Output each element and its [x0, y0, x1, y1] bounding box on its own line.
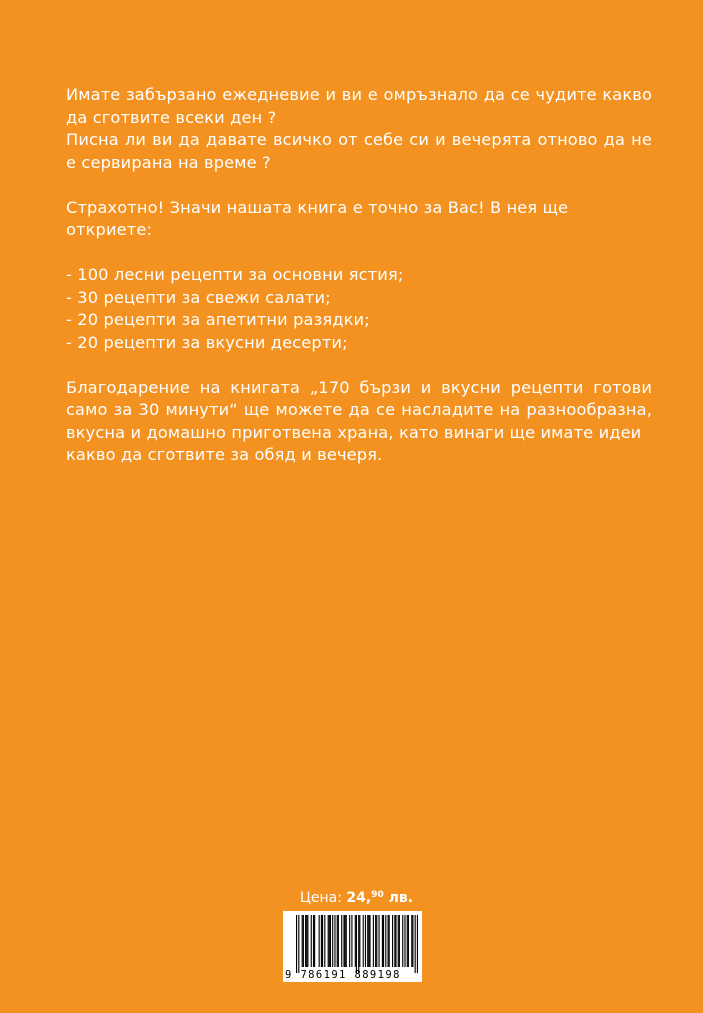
barcode-bar [332, 915, 333, 967]
barcode-bar [351, 915, 352, 967]
barcode-bar [388, 915, 389, 967]
barcode-bar [415, 915, 416, 973]
barcode-bar [334, 915, 335, 967]
price-caption: Цена: [300, 890, 342, 906]
barcode-bar [375, 915, 376, 967]
barcode-bar [385, 915, 386, 967]
barcode-bar [329, 915, 330, 967]
barcode-bar [395, 915, 396, 967]
price-label [300, 890, 413, 906]
price-currency: лв. [388, 890, 414, 906]
barcode-bar [394, 915, 395, 967]
list-item: - 30 рецепти за свежи салати; [66, 287, 331, 307]
description-text [66, 84, 652, 467]
barcode-bar [345, 915, 346, 967]
barcode-bar [367, 915, 368, 967]
barcode-bar [365, 915, 366, 967]
barcode-bar [319, 915, 320, 967]
barcode-bar [404, 915, 405, 967]
intro-question-2: Писна ли ви да давате всичко от себе си и вечерята отново да не е сервирана на време ? [66, 130, 652, 172]
barcode-bar [338, 915, 339, 967]
price-amount: 24,90 лв. [346, 890, 414, 906]
list-item: - 100 лесни рецепти за основни ястия; [66, 265, 404, 284]
barcode-bar [296, 915, 297, 973]
barcode-bar [378, 915, 379, 967]
barcode-bar [408, 915, 409, 967]
barcode-bar [363, 915, 364, 967]
barcode-bar [311, 915, 312, 967]
barcode-bar [399, 915, 400, 967]
barcode-bar [356, 915, 357, 973]
barcode-bar [305, 915, 306, 967]
closing-text-end: какво да сготвите за обяд и вечеря. [66, 445, 383, 464]
barcode-number: 9 786191 889198 [285, 969, 401, 981]
barcode-bar [407, 915, 408, 967]
barcode-bar [302, 915, 303, 967]
barcode-bar [412, 915, 413, 967]
barcode-bar [306, 915, 307, 967]
barcode-bar [324, 915, 325, 967]
barcode-bar [392, 915, 393, 967]
barcode-bar [330, 915, 331, 967]
barcode-bar [298, 915, 299, 973]
hook-text: Страхотно! Значи нашата книга е точно за Вас! В нея ще откриете: [66, 197, 569, 239]
barcode-bar [341, 915, 342, 967]
barcode-bar [346, 915, 347, 967]
barcode-bar [307, 915, 308, 967]
barcode-bar [313, 915, 314, 967]
barcode-bar [389, 915, 390, 967]
barcode-bar [349, 915, 350, 967]
barcode-bar [376, 915, 377, 967]
barcode-bar [373, 915, 374, 967]
barcode-bar [303, 915, 304, 967]
price-cents: 90 [371, 890, 384, 900]
barcode-bar [368, 915, 369, 967]
barcode-bar [369, 915, 370, 967]
list-item: - 20 рецепти за вкусни десерти; [66, 332, 348, 352]
barcode [283, 911, 422, 982]
closing-text: Благодарение на книгата „170 бързи и вкусни рецепти готови само за 30 минути“ ще можете да се насладите на разнообразна, вкусна и домашно приготвена храна, като винаги ще имате идеи [66, 377, 652, 442]
barcode-bar [322, 915, 323, 967]
barcode-bar [328, 915, 329, 967]
barcode-bars [296, 915, 418, 973]
barcode-bar [411, 915, 412, 967]
barcode-bar [321, 915, 322, 967]
barcode-bar [382, 915, 383, 967]
barcode-bar [355, 915, 356, 967]
barcode-bar [314, 915, 315, 967]
barcode-bar [398, 915, 399, 967]
list-item: - 20 рецепти за апетитни разядки; [66, 310, 370, 329]
barcode-bar [343, 915, 344, 967]
barcode-bar [402, 915, 403, 967]
barcode-bar [358, 915, 359, 973]
barcode-bar [337, 915, 338, 967]
barcode-bar [383, 915, 384, 967]
intro-question-1: Имате забързано ежедневие и ви е омръзнало да се чудите какво да сготвите всеки ден ? [66, 85, 652, 127]
barcode-bar [417, 915, 418, 973]
barcode-bar [359, 915, 360, 967]
